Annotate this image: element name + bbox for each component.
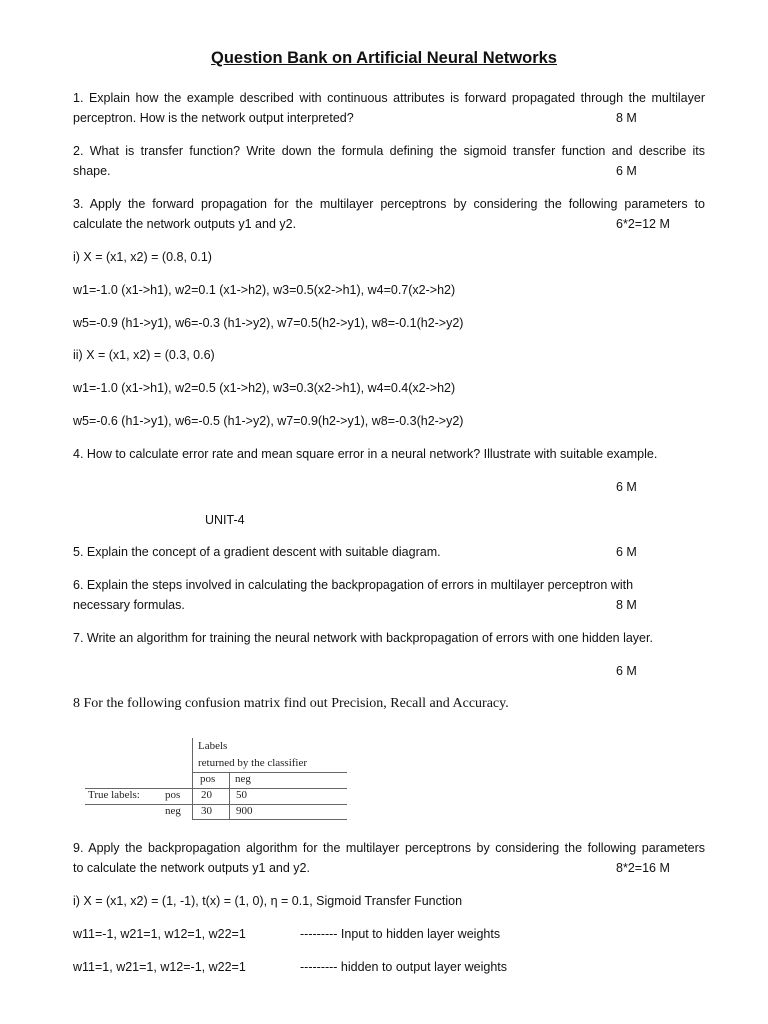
question-3-case-i-input: i) X = (x1, x2) = (0.8, 0.1) bbox=[73, 250, 212, 264]
matrix-header-labels: Labels bbox=[198, 740, 228, 752]
question-5-marks: 6 M bbox=[616, 545, 637, 559]
question-9-hidden-output-note: --------- hidden to output layer weights bbox=[300, 960, 508, 974]
question-9-marks: 8*2=16 M bbox=[616, 861, 670, 875]
matrix-col-neg: neg bbox=[235, 773, 251, 785]
matrix-col-divider bbox=[229, 773, 230, 820]
question-3-line-1: 3. Apply the forward propagation for the multilayer perceptrons by considering the following parameters to bbox=[73, 197, 705, 211]
question-2-line-1: 2. What is transfer function? Write down the formula defining the sigmoid transfer function and describe its bbox=[73, 144, 705, 158]
matrix-row-rule-2 bbox=[85, 804, 347, 805]
question-1-marks: 8 M bbox=[616, 111, 637, 125]
matrix-cell-pos-neg: 50 bbox=[236, 789, 247, 801]
matrix-row-neg: neg bbox=[165, 805, 181, 817]
question-6-line-2: necessary formulas. bbox=[73, 598, 185, 612]
question-3-case-i-weights-1: w1=-1.0 (x1->h1), w2=0.1 (x1->h2), w3=0.5(x2->h1), w4=0.7(x2->h2) bbox=[73, 283, 456, 297]
matrix-cell-neg-neg: 900 bbox=[236, 805, 253, 817]
question-3-case-ii-weights-2: w5=-0.6 (h1->y1), w6=-0.5 (h1->y2), w7=0.9(h2->y1), w8=-0.3(h2->y2) bbox=[73, 414, 464, 428]
question-9-case-i-input: i) X = (x1, x2) = (1, -1), t(x) = (1, 0), η = 0.1, Sigmoid Transfer Function bbox=[73, 894, 463, 908]
question-9-hidden-output-weights: w11=1, w21=1, w12=-1, w22=1 bbox=[73, 960, 246, 974]
matrix-vertical-divider bbox=[192, 738, 193, 820]
matrix-row-label: True labels: bbox=[88, 789, 140, 801]
matrix-header-rule bbox=[193, 772, 347, 773]
question-6-marks: 8 M bbox=[616, 598, 637, 612]
question-3-case-ii-weights-1: w1=-1.0 (x1->h1), w2=0.5 (x1->h2), w3=0.3(x2->h1), w4=0.4(x2->h2) bbox=[73, 381, 456, 395]
question-5-line-1: 5. Explain the concept of a gradient descent with suitable diagram. bbox=[73, 545, 441, 559]
confusion-matrix bbox=[85, 738, 355, 822]
question-3-case-ii-input: ii) X = (x1, x2) = (0.3, 0.6) bbox=[73, 348, 215, 362]
question-2-line-2: shape. bbox=[73, 164, 111, 178]
matrix-header-classifier: returned by the classifier bbox=[198, 757, 308, 769]
question-2-marks: 6 M bbox=[616, 164, 637, 178]
question-8-line-1: 8 For the following confusion matrix find out Precision, Recall and Accuracy. bbox=[73, 696, 509, 711]
question-4-line-1: 4. How to calculate error rate and mean square error in a neural network? Illustrate with suitable example. bbox=[73, 447, 658, 461]
question-3-line-2: calculate the network outputs y1 and y2. bbox=[73, 217, 297, 231]
question-1-line-2: perceptron. How is the network output interpreted? bbox=[73, 111, 354, 125]
question-6-line-1: 6. Explain the steps involved in calculating the backpropagation of errors in multilayer perceptron with bbox=[73, 578, 634, 592]
matrix-row-pos: pos bbox=[165, 789, 181, 801]
matrix-bottom-rule bbox=[193, 819, 347, 820]
question-3-case-i-weights-2: w5=-0.9 (h1->y1), w6=-0.3 (h1->y2), w7=0.5(h2->y1), w8=-0.1(h2->y2) bbox=[73, 316, 464, 330]
question-9-line-2: to calculate the network outputs y1 and y2. bbox=[73, 861, 310, 875]
question-9-line-1: 9. Apply the backpropagation algorithm for the multilayer perceptrons by considering the following parameters bbox=[73, 841, 705, 855]
question-3-marks: 6*2=12 M bbox=[616, 217, 670, 231]
matrix-col-pos: pos bbox=[200, 773, 216, 785]
page-title: Question Bank on Artificial Neural Networks bbox=[211, 49, 557, 67]
question-9-input-hidden-note: --------- Input to hidden layer weights bbox=[300, 927, 501, 941]
question-7-line-1: 7. Write an algorithm for training the neural network with backpropagation of errors with one hidden layer. bbox=[73, 631, 653, 645]
question-9-input-hidden-weights: w11=-1, w21=1, w12=1, w22=1 bbox=[73, 927, 246, 941]
question-1-line-1: 1. Explain how the example described with continuous attributes is forward propagated through the multilayer bbox=[73, 91, 705, 105]
question-7-marks: 6 M bbox=[616, 664, 637, 678]
unit-heading: UNIT-4 bbox=[205, 513, 245, 527]
matrix-cell-neg-pos: 30 bbox=[201, 805, 212, 817]
question-4-marks: 6 M bbox=[616, 480, 637, 494]
matrix-cell-pos-pos: 20 bbox=[201, 789, 212, 801]
